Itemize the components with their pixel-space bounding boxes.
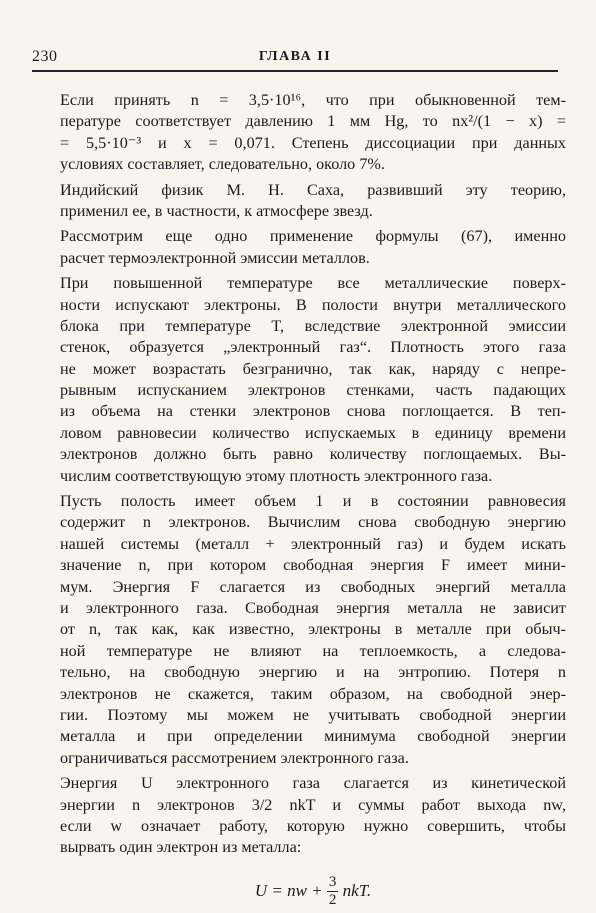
text-line: Если принять n = 3,5·10¹⁶, что при обыкновенной тем- bbox=[60, 91, 566, 109]
fraction-denominator: 2 bbox=[328, 892, 337, 909]
text-line: значение n, при котором свободная энергия F имеет мини- bbox=[60, 556, 566, 575]
text-line: вырвать один электрон из металла: bbox=[60, 838, 302, 857]
paragraph-gap bbox=[60, 859, 566, 863]
page-body bbox=[60, 90, 566, 913]
text-line: от n, так как, как известно, электроны в металле при обыч- bbox=[60, 620, 566, 639]
text-line: Рассмотрим еще одно применение формулы (67), именно bbox=[60, 227, 566, 246]
text-line: применил ее, в частности, к атмосфере звезд. bbox=[60, 201, 373, 220]
text-line: энергии n электронов 3/2 nkT и суммы работ выхода nw, bbox=[60, 795, 566, 814]
text-line: числим соответствующую этому плотность электронного газа. bbox=[60, 466, 493, 485]
text-line: мум. Энергия F слагается из свободных энергий металла bbox=[60, 577, 566, 596]
text-line: ности испускают электроны. В полости внутри металлического bbox=[60, 295, 566, 314]
text-line: условиях составляет, следовательно, около 7%. bbox=[60, 155, 385, 174]
text-line: рывным испусканием электронов стенками, часть падающих bbox=[60, 381, 566, 400]
paragraph bbox=[60, 491, 566, 769]
text-line: гии. Поэтому мы можем не учитывать свободной энергии bbox=[60, 705, 566, 724]
paragraph bbox=[60, 90, 566, 176]
page-header bbox=[32, 48, 558, 72]
text-line: если w означает работу, которую нужно совершить, чтобы bbox=[60, 816, 566, 835]
text-line: пературе соответствует давлению 1 мм Hg, то nx²/(1 − x) = bbox=[60, 112, 566, 131]
text-line: и электронного газа. Свободная энергия металла не зависит bbox=[60, 598, 566, 617]
text-line: электронов должно быть равно количеству поглощаемых. Вы- bbox=[60, 445, 566, 464]
text-line: стенок, образуется „электронный газ“. Плотность этого газа bbox=[60, 338, 566, 357]
text-line: не может возрастать безгранично, так как, наряду с непре- bbox=[60, 359, 566, 378]
text-line: содержит n электронов. Вычислим снова свободную энергию bbox=[60, 513, 566, 532]
text-line: металла и при определении минимума свободной энергии bbox=[60, 727, 566, 746]
text-line: тельно, на свободную энергию и на энтропию. Потеря n bbox=[60, 663, 566, 682]
chapter-title: ГЛАВА II bbox=[258, 49, 332, 64]
text-line: При повышенной температуре все металлические поверх- bbox=[60, 274, 566, 293]
paragraph bbox=[60, 273, 566, 487]
text-line: расчет термоэлектронной эмиссии металлов. bbox=[60, 248, 370, 267]
text-line: нашей системы (металл + электронный газ) и будем искать bbox=[60, 534, 566, 553]
formula bbox=[60, 869, 566, 913]
paragraph bbox=[60, 773, 566, 859]
paragraph bbox=[60, 226, 566, 269]
formula-rhs: nkT. bbox=[338, 880, 372, 900]
text-line: из объема на стенки электронов снова поглощается. В теп- bbox=[60, 402, 566, 421]
text-line: электронов не скажется, таким образом, на свободной энер- bbox=[60, 684, 566, 703]
paragraph bbox=[60, 180, 566, 223]
text-line: ной температуре не влияют на теплоемкость, а следова- bbox=[60, 641, 566, 660]
text-line: ловом равновесии количество испускаемых в единицу времени bbox=[60, 423, 566, 442]
text-line: = 5,5·10⁻³ и x = 0,071. Степень диссоциации при данных bbox=[60, 133, 566, 152]
page-number: 230 bbox=[32, 48, 58, 65]
text-line: Пусть полость имеет объем 1 и в состоянии равновесия bbox=[60, 492, 566, 511]
formula-fraction bbox=[327, 874, 339, 909]
text-line: Энергия U электронного газа слагается из кинетической bbox=[60, 774, 566, 793]
fraction-numerator: 3 bbox=[328, 874, 337, 891]
text-line: ограничиваться рассмотрением электронного газа. bbox=[60, 748, 409, 767]
formula-lhs: U = nw + bbox=[254, 880, 327, 900]
text-line: блока при температуре T, вследствие электронной эмиссии bbox=[60, 316, 566, 335]
text-line: Индийский физик М. Н. Саха, развивший эту теорию, bbox=[60, 180, 566, 199]
